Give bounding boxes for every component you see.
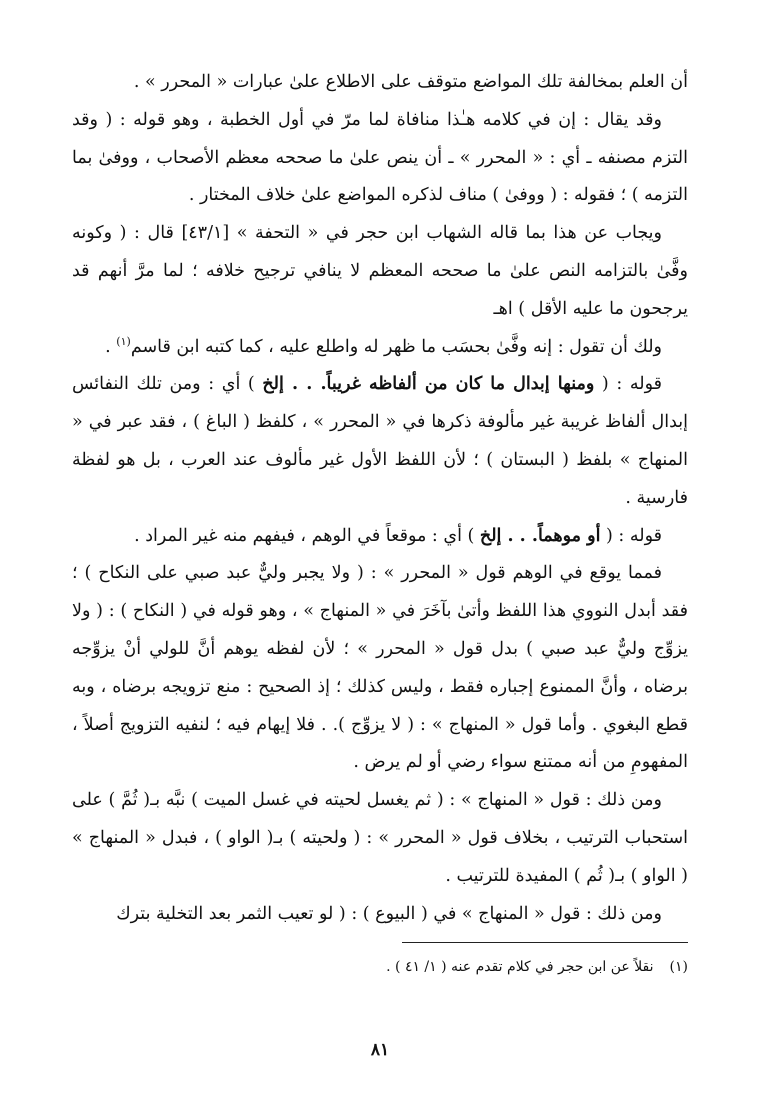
- paragraph: [72, 782, 688, 895]
- paragraph-text: قوله : (: [594, 374, 662, 395]
- paragraph: [72, 64, 688, 102]
- footnote-text: نقلاً عن ابن حجر في كلام تقدم عنه ( ١/ ٤١ ) .: [386, 959, 654, 975]
- paragraph: [72, 518, 688, 556]
- paragraph: [72, 215, 688, 328]
- paragraph-text: ومن ذلك : قول « المنهاج » : ( ثم يغسل لحيته في غسل الميت ) نبَّه بـ( ثُمَّ ) على استحباب الترتيب ، بخلاف قول « المحرر » : ( ولحيته ) بـ( الواو ) ، فبدل « المنهاج » ( الواو ) بـ( ثُم ) المفيدة للترتيب .: [72, 790, 688, 886]
- quoted-matn-text: أو موهماً. . . إلخ: [479, 525, 601, 546]
- paragraph-text: قوله : (: [600, 525, 662, 546]
- footnote-separator: [402, 942, 688, 943]
- paragraph: [72, 366, 688, 517]
- paragraph-text: ) أي : ومن تلك النفائس إبدال ألفاظ غريبة غير مألوفة ذكرها في « المحرر » ، كلفظ ( الباغ ) ، فقد عبر في « المنهاج » بلفظ ( البستان ) ؛ لأن اللفظ الأول غير مألوف عند العرب ، بل هو لفظة فارسية .: [72, 374, 688, 508]
- body-text: [72, 64, 688, 933]
- paragraph: [72, 555, 688, 782]
- paragraph-text: ويجاب عن هذا بما قاله الشهاب ابن حجر في « التحفة » [٤٣/١] قال : ( وكونه وفَّىٰ بالتزامه النص علىٰ ما صححه المعظم لا ينافي ترجيح خلافه ؛ لما مرَّ أنهم قد يرجحون ما عليه الأقل ) اهـ: [72, 223, 688, 319]
- footnote-reference: (١): [116, 334, 131, 348]
- paragraph-text: ولك أن تقول : إنه وفَّىٰ بحسَب ما ظهر له واطلع عليه ، كما كتبه ابن قاسم: [130, 336, 662, 357]
- paragraph-text: أن العلم بمخالفة تلك المواضع متوقف على الاطلاع علىٰ عبارات « المحرر » .: [133, 72, 688, 92]
- paragraph-text: فمما يوقع في الوهم قول « المحرر » : ( ولا يجبر وليٌّ عبد صبي على النكاح ) ؛ فقد أبدل النووي هذا اللفظ وأتىٰ بآخَرَ في « المنهاج » ، وهو قوله في ( النكاح ) : ( ولا يزوِّج وليٌّ عبد صبي ) بدل قول « المحرر » ؛ لأن لفظه يوهم أنَّ للولي أنْ يزوِّجه برضاه ، وأنَّ الممنوع إجباره فقط ، وليس كذلك ؛ إذ الصحيح : منع تزويجه برضاه ، وبه قطع البغوي . وأما قول « المنهاج » : ( لا يزوِّج ). . فلا إيهام فيه ؛ لنفيه التزويج أصلاً ، المفهومِ من أنه ممتنع سواء رضي أو لم يرض .: [72, 563, 688, 773]
- quoted-matn-text: ومنها إبدال ما كان من ألفاظه غريباً. . . إلخ: [262, 374, 595, 395]
- footnote-number: (١): [669, 959, 688, 975]
- paragraph: [72, 102, 688, 215]
- footnote: [72, 955, 688, 979]
- paragraph: [72, 329, 688, 367]
- page-number: ٨١: [370, 1040, 390, 1060]
- paragraph-text: ) أي : موقعاً في الوهم ، فيفهم منه غير المراد .: [134, 525, 480, 546]
- paragraph-text: .: [105, 336, 117, 357]
- paragraph-text: ومن ذلك : قول « المنهاج » في ( البيوع ) : ( لو تعيب الثمر بعد التخلية بترك: [116, 903, 662, 924]
- paragraph: [72, 896, 688, 934]
- paragraph-text: وقد يقال : إن في كلامه هـٰذا منافاة لما مرّ في أول الخطبة ، وهو قوله : ( وقد التزم مصنفه ـ أي : « المحرر » ـ أن ينص علىٰ ما صححه معظم الأصحاب ، ووفىٰ بما التزمه ) ؛ فقوله : ( ووفىٰ ) مناف لذكره المواضع علىٰ خلاف المختار .: [72, 109, 688, 206]
